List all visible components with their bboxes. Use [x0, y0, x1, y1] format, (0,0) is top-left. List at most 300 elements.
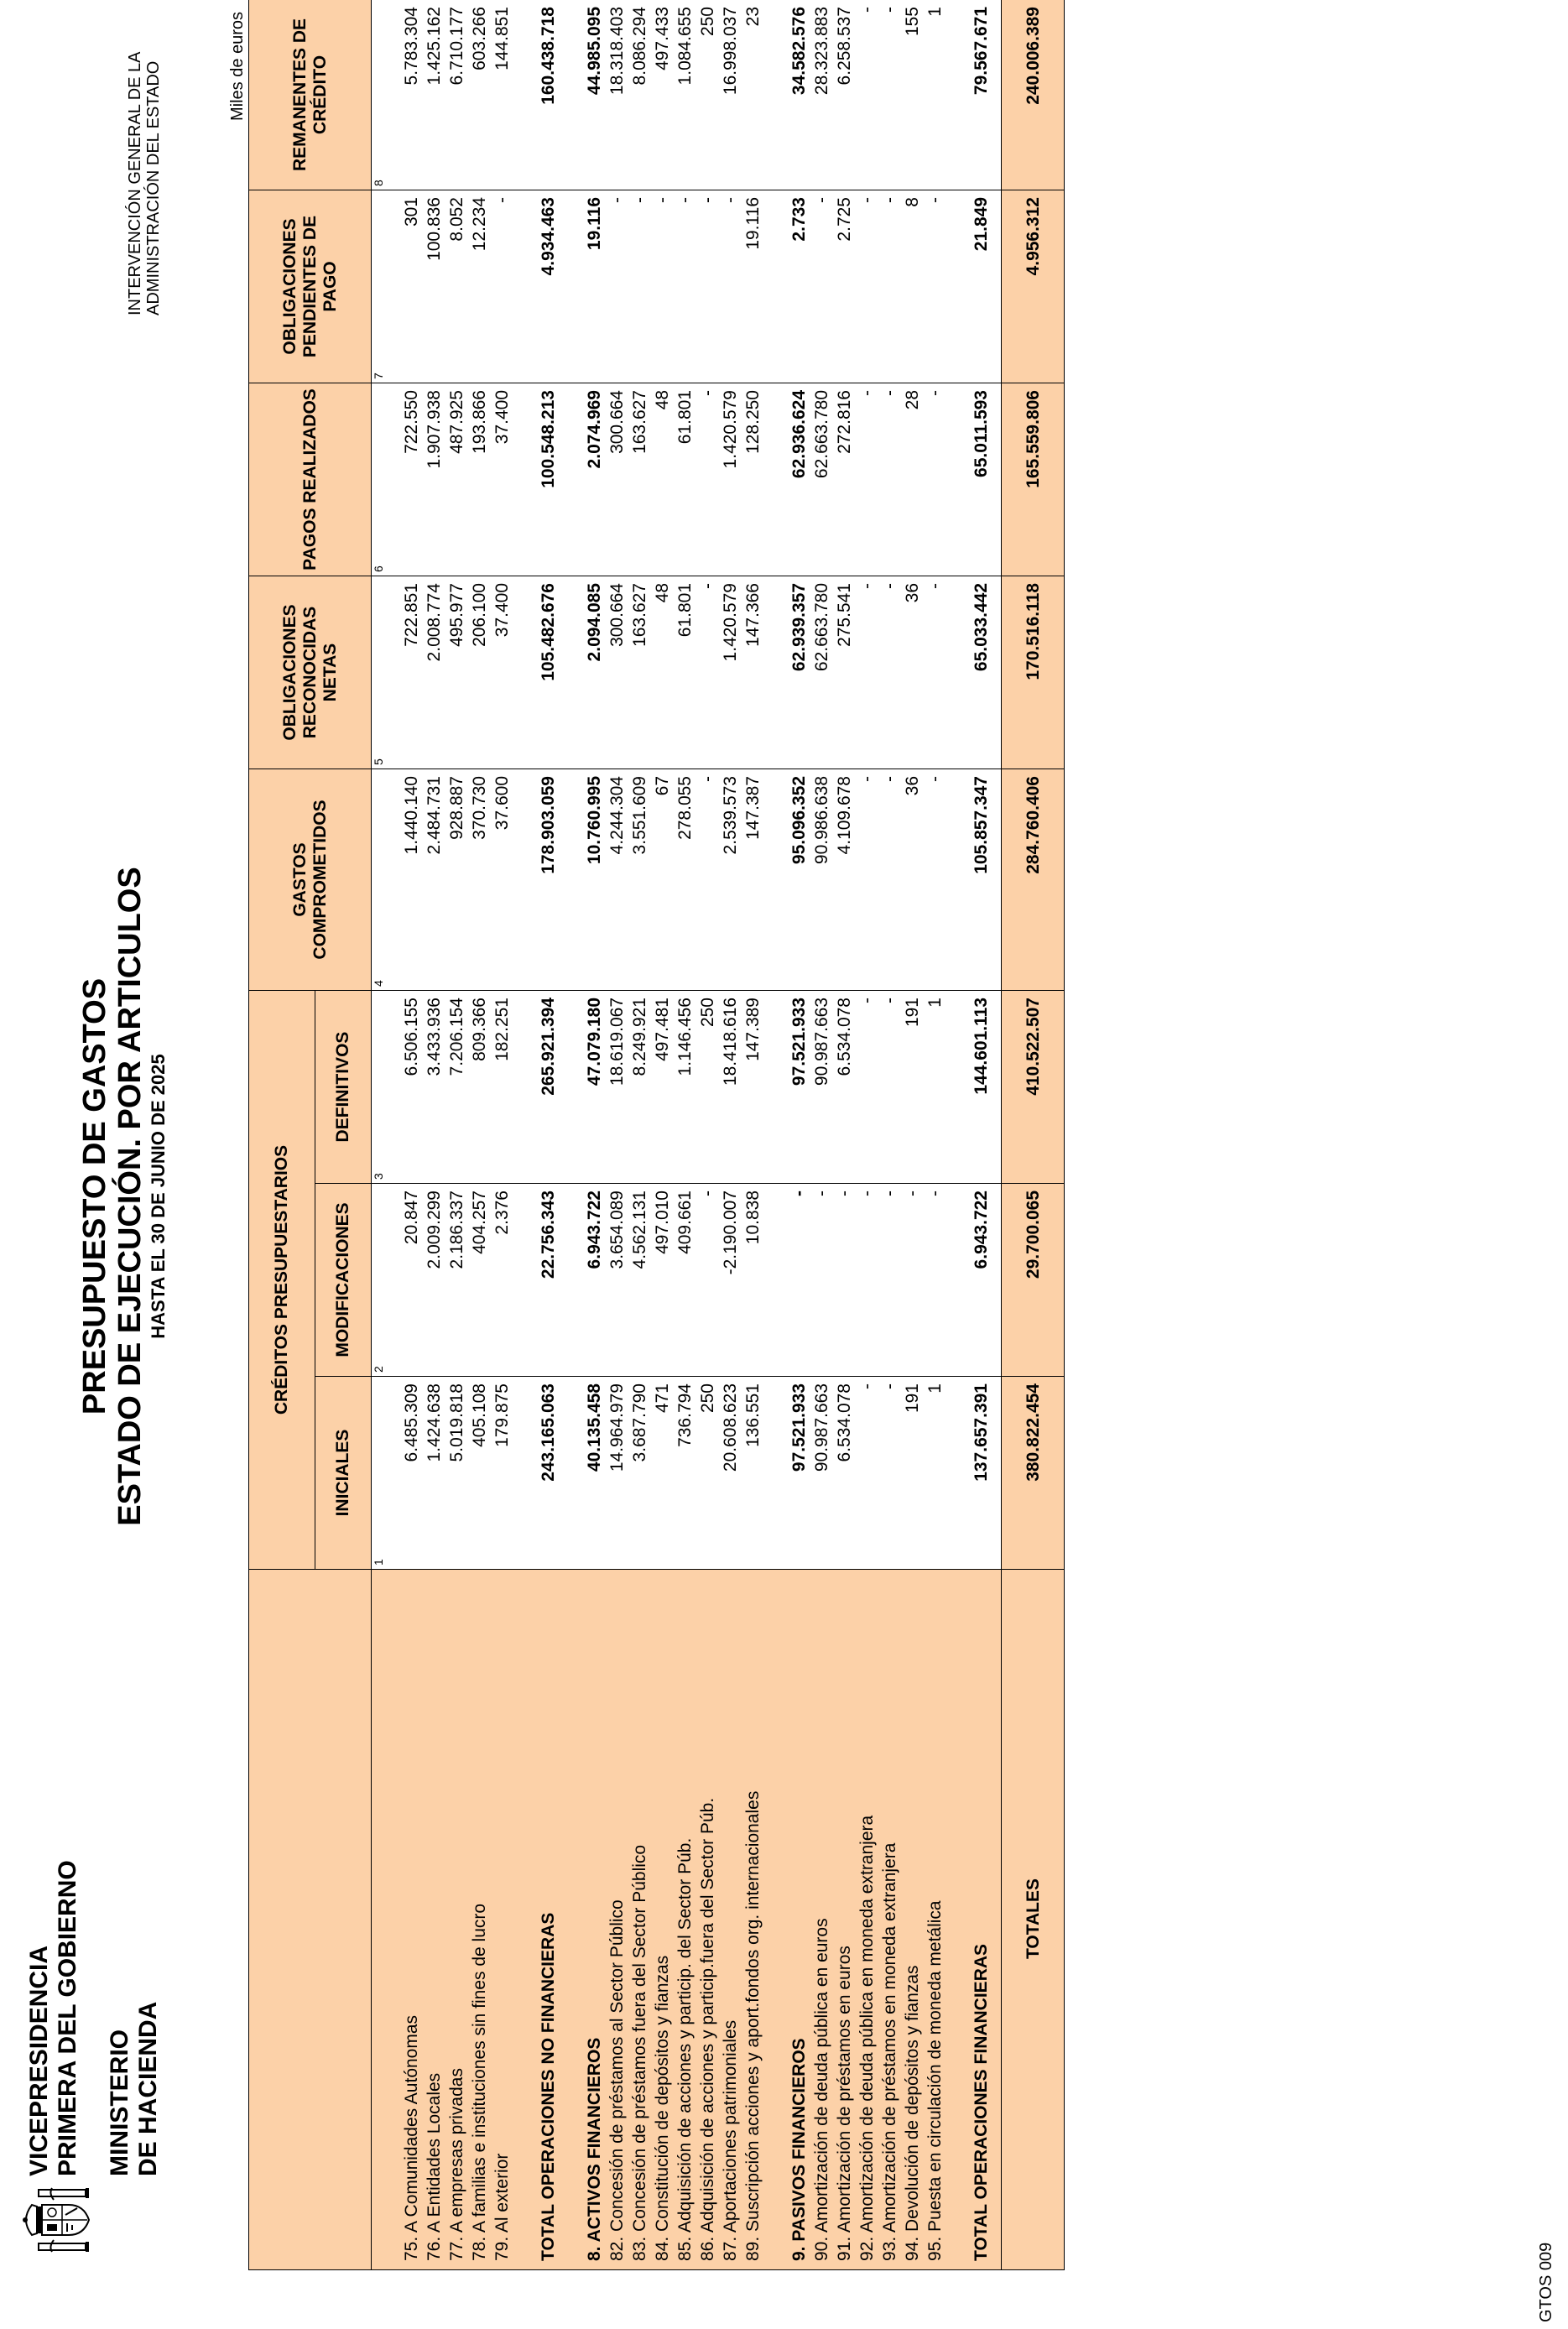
row-value: 3.654.089 — [606, 1184, 628, 1377]
row-value: 144.601.113 — [970, 991, 1002, 1184]
spacer-cell — [387, 383, 400, 576]
row-value: 809.366 — [468, 991, 491, 1184]
row-value: - — [856, 0, 878, 190]
row-value: 8.052 — [445, 190, 468, 383]
row-value: 1 — [924, 0, 946, 190]
row-value: 97.521.933 — [788, 991, 810, 1184]
header-pendientes: OBLIGACIONES PENDIENTES DE PAGO — [249, 190, 372, 383]
row-label: 75. A Comunidades Autónomas — [400, 1570, 423, 2270]
spacer-cell — [513, 0, 537, 190]
row-value: 62.936.624 — [788, 383, 810, 576]
table-row — [674, 0, 696, 2270]
row-value: -2.190.007 — [719, 1184, 742, 1377]
spacer-cell — [560, 383, 583, 576]
row-value: 6.485.309 — [400, 1377, 423, 1570]
row-value: 105.482.676 — [537, 576, 560, 769]
row-value: 65.033.442 — [970, 576, 1002, 769]
row-value: 21.849 — [970, 190, 1002, 383]
row-value: 300.664 — [606, 383, 628, 576]
spacer-cell — [387, 1570, 400, 2270]
header-gastos: GASTOS COMPROMETIDOS — [249, 769, 372, 991]
row-value: 147.366 — [742, 576, 764, 769]
row-value: 8.086.294 — [628, 0, 651, 190]
row-value: 18.619.067 — [606, 991, 628, 1184]
row-value: 20.608.623 — [719, 1377, 742, 1570]
row-value: 471 — [651, 1377, 674, 1570]
row-value: - — [878, 1184, 901, 1377]
row-value: 48 — [651, 383, 674, 576]
row-value: 105.857.347 — [970, 769, 1002, 991]
row-label: 93. Amortización de préstamos en moneda extranjera — [878, 1570, 901, 2270]
header-definitivos: DEFINITIVOS — [315, 991, 372, 1184]
table-subtotal-row — [583, 0, 606, 2270]
column-number: 7 — [372, 190, 388, 383]
row-value: 128.250 — [742, 383, 764, 576]
row-value: 136.551 — [742, 1377, 764, 1570]
row-value: 722.851 — [400, 576, 423, 769]
vicepresidencia-label — [25, 1860, 82, 2176]
row-value: 6.710.177 — [445, 0, 468, 190]
table-row — [719, 0, 742, 2270]
row-value: 61.801 — [674, 383, 696, 576]
row-value: - — [491, 190, 513, 383]
table-row — [833, 0, 856, 2270]
row-value: 370.730 — [468, 769, 491, 991]
spacer-row — [560, 0, 583, 2270]
row-value: - — [696, 190, 719, 383]
header-obligaciones: OBLIGACIONES RECONOCIDAS NETAS — [249, 576, 372, 769]
units-label: Miles de euros — [228, 11, 247, 121]
row-label: 76. A Entidades Locales — [423, 1570, 445, 2270]
row-value: 191 — [901, 1377, 924, 1570]
totals-value: 284.760.406 — [1002, 769, 1065, 991]
row-value: 28.323.883 — [810, 0, 833, 190]
row-value: 6.506.155 — [400, 991, 423, 1184]
spacer-cell — [513, 576, 537, 769]
row-value: 1.420.579 — [719, 576, 742, 769]
spacer-row — [946, 0, 970, 2270]
row-value: 18.418.616 — [719, 991, 742, 1184]
row-value: - — [924, 190, 946, 383]
spacer-cell — [946, 991, 970, 1184]
coat-of-arms-icon — [18, 2186, 96, 2253]
column-number-empty — [372, 1570, 388, 2270]
row-value: - — [606, 190, 628, 383]
row-value: 722.550 — [400, 383, 423, 576]
row-value: 8 — [901, 190, 924, 383]
row-value: 250 — [696, 991, 719, 1184]
spacer-cell — [560, 0, 583, 190]
row-value: - — [878, 576, 901, 769]
row-value: 144.851 — [491, 0, 513, 190]
row-value: 300.664 — [606, 576, 628, 769]
report-title — [77, 819, 169, 1574]
row-value: 19.116 — [742, 190, 764, 383]
row-label: 94. Devolución de depósitos y fianzas — [901, 1570, 924, 2270]
row-value: 6.943.722 — [583, 1184, 606, 1377]
row-value: 12.234 — [468, 190, 491, 383]
row-value: - — [856, 576, 878, 769]
row-value: 163.627 — [628, 576, 651, 769]
spacer-cell — [946, 1570, 970, 2270]
row-label: 83. Concesión de préstamos fuera del Sector Público — [628, 1570, 651, 2270]
row-value: 36 — [901, 576, 924, 769]
spacer-cell — [560, 190, 583, 383]
table-row — [810, 0, 833, 2270]
row-label: TOTAL OPERACIONES NO FINANCIERAS — [537, 1570, 560, 2270]
row-label: 78. A familias e instituciones sin fines de lucro — [468, 1570, 491, 2270]
row-value: 155 — [901, 0, 924, 190]
spacer-cell — [513, 991, 537, 1184]
spacer-cell — [764, 1184, 788, 1377]
row-value: 16.998.037 — [719, 0, 742, 190]
row-label: 90. Amortización de deuda pública en euros — [810, 1570, 833, 2270]
header-remanentes: REMANENTES DE CRÉDITO — [249, 0, 372, 190]
spacer-cell — [387, 1184, 400, 1377]
row-value: - — [674, 190, 696, 383]
spacer-cell — [560, 576, 583, 769]
table-subtotal-row — [970, 0, 1002, 2270]
row-value: - — [719, 190, 742, 383]
spacer-cell — [764, 769, 788, 991]
table-row — [491, 0, 513, 2270]
row-value: - — [878, 1377, 901, 1570]
row-label: 91. Amortización de préstamos en euros — [833, 1570, 856, 2270]
row-value: 2.376 — [491, 1184, 513, 1377]
row-value: 404.257 — [468, 1184, 491, 1377]
title-line-1: PRESUPUESTO DE GASTOS — [77, 977, 112, 1415]
row-value: - — [924, 383, 946, 576]
row-value: 19.116 — [583, 190, 606, 383]
row-value: 497.010 — [651, 1184, 674, 1377]
row-value: 5.783.304 — [400, 0, 423, 190]
row-value: 1.084.655 — [674, 0, 696, 190]
spacer-row — [387, 0, 400, 2270]
spacer-cell — [387, 190, 400, 383]
row-value: 10.838 — [742, 1184, 764, 1377]
totals-value: 170.516.118 — [1002, 576, 1065, 769]
row-value: - — [878, 991, 901, 1184]
row-value: 1 — [924, 1377, 946, 1570]
row-value: 5.019.818 — [445, 1377, 468, 1570]
spacer-row — [764, 0, 788, 2270]
row-value: 137.657.391 — [970, 1377, 1002, 1570]
row-value: 14.964.979 — [606, 1377, 628, 1570]
row-value: 265.921.394 — [537, 991, 560, 1184]
row-value: 100.548.213 — [537, 383, 560, 576]
row-value: 44.985.095 — [583, 0, 606, 190]
row-value: 160.438.718 — [537, 0, 560, 190]
row-value: - — [810, 1184, 833, 1377]
row-value: 6.943.722 — [970, 1184, 1002, 1377]
row-value: 4.934.463 — [537, 190, 560, 383]
spacer-cell — [764, 991, 788, 1184]
row-value: - — [856, 991, 878, 1184]
row-value: 736.794 — [674, 1377, 696, 1570]
row-value: - — [878, 190, 901, 383]
vicepresidencia-line-2: PRIMERA DEL GOBIERNO — [54, 1860, 81, 2176]
row-value: - — [856, 1184, 878, 1377]
spacer-cell — [764, 1570, 788, 2270]
row-value: - — [856, 383, 878, 576]
row-value: 67 — [651, 769, 674, 991]
row-value: 301 — [400, 190, 423, 383]
row-value: 2.074.969 — [583, 383, 606, 576]
row-value: 250 — [696, 0, 719, 190]
table-row — [423, 0, 445, 2270]
table-row — [651, 0, 674, 2270]
table-row — [606, 0, 628, 2270]
column-number: 3 — [372, 991, 388, 1184]
row-value: 405.108 — [468, 1377, 491, 1570]
row-value: 182.251 — [491, 991, 513, 1184]
row-value: 28 — [901, 383, 924, 576]
row-value: 79.567.671 — [970, 0, 1002, 190]
table-row — [856, 0, 878, 2270]
column-number: 6 — [372, 383, 388, 576]
column-number-row — [372, 0, 388, 2270]
row-value: - — [696, 383, 719, 576]
row-value: 6.534.078 — [833, 991, 856, 1184]
row-value: 2.725 — [833, 190, 856, 383]
igae-line-2: ADMINISTRACIÓN DEL ESTADO — [144, 60, 163, 315]
row-value: 62.663.780 — [810, 576, 833, 769]
row-label: 8. ACTIVOS FINANCIEROS — [583, 1570, 606, 2270]
row-label: 92. Amortización de deuda pública en moneda extranjera — [856, 1570, 878, 2270]
row-value: 62.939.357 — [788, 576, 810, 769]
spacer-cell — [946, 190, 970, 383]
row-label: 85. Adquisición de acciones y particip. del Sector Púb. — [674, 1570, 696, 2270]
column-number: 5 — [372, 576, 388, 769]
spacer-cell — [764, 190, 788, 383]
row-value: 1.425.162 — [423, 0, 445, 190]
table-row — [901, 0, 924, 2270]
row-value: 97.521.933 — [788, 1377, 810, 1570]
row-value: 243.165.063 — [537, 1377, 560, 1570]
row-value: 8.249.921 — [628, 991, 651, 1184]
vicepresidencia-line-1: VICEPRESIDENCIA — [25, 1945, 53, 2176]
table-row — [468, 0, 491, 2270]
spacer-cell — [764, 383, 788, 576]
row-value: 37.400 — [491, 383, 513, 576]
row-value: 3.687.790 — [628, 1377, 651, 1570]
row-value: 2.008.774 — [423, 576, 445, 769]
row-value: 61.801 — [674, 576, 696, 769]
row-value: 178.903.059 — [537, 769, 560, 991]
row-value: - — [924, 576, 946, 769]
totals-value: 410.522.507 — [1002, 991, 1065, 1184]
row-value: 36 — [901, 769, 924, 991]
row-value: 34.582.576 — [788, 0, 810, 190]
spacer-cell — [946, 769, 970, 991]
row-value: - — [651, 190, 674, 383]
table-row — [445, 0, 468, 2270]
table-row — [878, 0, 901, 2270]
row-value: 1.907.938 — [423, 383, 445, 576]
row-label: 87. Aportaciones patrimoniales — [719, 1570, 742, 2270]
row-value: 62.663.780 — [810, 383, 833, 576]
spacer-cell — [946, 1184, 970, 1377]
row-value: - — [878, 0, 901, 190]
row-value: 1.424.638 — [423, 1377, 445, 1570]
spacer-cell — [560, 1377, 583, 1570]
row-value: 90.987.663 — [810, 1377, 833, 1570]
table-row — [696, 0, 719, 2270]
row-value: - — [696, 1184, 719, 1377]
row-value: 1.420.579 — [719, 383, 742, 576]
row-value: 37.400 — [491, 576, 513, 769]
row-value: 65.011.593 — [970, 383, 1002, 576]
row-value: 47.079.180 — [583, 991, 606, 1184]
spacer-cell — [387, 991, 400, 1184]
row-value: 2.094.085 — [583, 576, 606, 769]
spacer-cell — [513, 769, 537, 991]
row-value: 4.109.678 — [833, 769, 856, 991]
row-value: 3.551.609 — [628, 769, 651, 991]
row-value: - — [810, 190, 833, 383]
row-value: 1.146.456 — [674, 991, 696, 1184]
row-value: 147.389 — [742, 991, 764, 1184]
row-value: 2.009.299 — [423, 1184, 445, 1377]
row-value: 272.816 — [833, 383, 856, 576]
row-value: 18.318.403 — [606, 0, 628, 190]
spacer-cell — [946, 576, 970, 769]
row-value: 147.387 — [742, 769, 764, 991]
spacer-cell — [560, 1570, 583, 2270]
igae-line-1: INTERVENCIÓN GENERAL DE LA — [126, 51, 144, 315]
row-label: 77. A empresas privadas — [445, 1570, 468, 2270]
row-value: 6.258.537 — [833, 0, 856, 190]
row-value: 2.539.573 — [719, 769, 742, 991]
ministerio-line-2: DE HACIENDA — [134, 2001, 162, 2176]
row-label: 79. Al exterior — [491, 1570, 513, 2270]
row-value: 6.534.078 — [833, 1377, 856, 1570]
row-value: 7.206.154 — [445, 991, 468, 1184]
row-value: 1.440.140 — [400, 769, 423, 991]
spacer-cell — [764, 0, 788, 190]
row-value: 23 — [742, 0, 764, 190]
row-value: 603.266 — [468, 0, 491, 190]
spacer-cell — [513, 1184, 537, 1377]
row-value: 2.186.337 — [445, 1184, 468, 1377]
row-value: 4.562.131 — [628, 1184, 651, 1377]
title-date: HASTA EL 30 DE JUNIO DE 2025 — [148, 1054, 169, 1339]
title-line-2: ESTADO DE EJECUCIÓN. POR ARTICULOS — [112, 867, 148, 1526]
spacer-cell — [560, 991, 583, 1184]
row-label: 84. Constitución de depósitos y fianzas — [651, 1570, 674, 2270]
row-value: - — [833, 1184, 856, 1377]
row-value: 2.484.731 — [423, 769, 445, 991]
row-value: 1 — [924, 991, 946, 1184]
row-value: - — [878, 769, 901, 991]
row-value: 3.433.936 — [423, 991, 445, 1184]
totals-value: 165.559.806 — [1002, 383, 1065, 576]
row-value: 100.836 — [423, 190, 445, 383]
row-label: 95. Puesta en circulación de moneda metálica — [924, 1570, 946, 2270]
spacer-cell — [946, 1377, 970, 1570]
row-value: 20.847 — [400, 1184, 423, 1377]
row-value: 275.541 — [833, 576, 856, 769]
table-subtotal-row — [537, 0, 560, 2270]
row-value: 179.875 — [491, 1377, 513, 1570]
row-label: 89. Suscripción acciones y aport.fondos org. internacionales — [742, 1570, 764, 2270]
row-label: 86. Adquisición de acciones y particip.fuera del Sector Púb. — [696, 1570, 719, 2270]
spacer-cell — [513, 190, 537, 383]
row-value: 22.756.343 — [537, 1184, 560, 1377]
row-value: 90.987.663 — [810, 991, 833, 1184]
row-value: - — [901, 1184, 924, 1377]
row-value: - — [856, 190, 878, 383]
spacer-cell — [764, 576, 788, 769]
header-creditos: CRÉDITOS PRESUPUESTARIOS — [249, 991, 315, 1570]
spacer-cell — [387, 769, 400, 991]
spacer-cell — [560, 769, 583, 991]
row-value: 37.600 — [491, 769, 513, 991]
row-value: 193.866 — [468, 383, 491, 576]
spacer-row — [513, 0, 537, 2270]
budget-table — [248, 0, 1065, 2270]
row-value: - — [628, 190, 651, 383]
table-row — [924, 0, 946, 2270]
totals-value: 29.700.065 — [1002, 1184, 1065, 1377]
row-label: 9. PASIVOS FINANCIEROS — [788, 1570, 810, 2270]
row-value: 497.481 — [651, 991, 674, 1184]
column-number: 8 — [372, 0, 388, 190]
igae-label — [126, 51, 163, 315]
row-value: 48 — [651, 576, 674, 769]
row-value: 95.096.352 — [788, 769, 810, 991]
row-value: - — [696, 769, 719, 991]
header-modificaciones: MODIFICACIONES — [315, 1184, 372, 1377]
totals-value: 380.822.454 — [1002, 1377, 1065, 1570]
row-value: 409.661 — [674, 1184, 696, 1377]
totals-value: 240.006.389 — [1002, 0, 1065, 190]
table-row — [628, 0, 651, 2270]
row-value: 163.627 — [628, 383, 651, 576]
ministerio-line-1: MINISTERIO — [106, 2029, 133, 2176]
row-value: 40.135.458 — [583, 1377, 606, 1570]
row-label: 82. Concesión de préstamos al Sector Público — [606, 1570, 628, 2270]
totals-row — [1002, 0, 1065, 2270]
spacer-cell — [387, 1377, 400, 1570]
row-value: - — [924, 1184, 946, 1377]
spacer-cell — [387, 576, 400, 769]
totals-value: 4.956.312 — [1002, 190, 1065, 383]
row-value: 487.925 — [445, 383, 468, 576]
spacer-cell — [513, 1377, 537, 1570]
header-empty-cell — [249, 1570, 372, 2270]
row-value: 497.433 — [651, 0, 674, 190]
row-value: - — [696, 576, 719, 769]
table-header — [249, 0, 372, 2270]
spacer-cell — [560, 1184, 583, 1377]
header-iniciales: INICIALES — [315, 1377, 372, 1570]
table-row — [400, 0, 423, 2270]
column-number: 1 — [372, 1377, 388, 1570]
row-label: TOTAL OPERACIONES FINANCIERAS — [970, 1570, 1002, 2270]
row-value: 250 — [696, 1377, 719, 1570]
row-value: 206.100 — [468, 576, 491, 769]
row-value: 278.055 — [674, 769, 696, 991]
spacer-cell — [387, 0, 400, 190]
spacer-cell — [764, 1377, 788, 1570]
table-row — [742, 0, 764, 2270]
table-subtotal-row — [788, 0, 810, 2270]
row-value: 10.760.995 — [583, 769, 606, 991]
row-value: 495.977 — [445, 576, 468, 769]
row-value: - — [878, 383, 901, 576]
table-body — [372, 0, 1065, 2270]
